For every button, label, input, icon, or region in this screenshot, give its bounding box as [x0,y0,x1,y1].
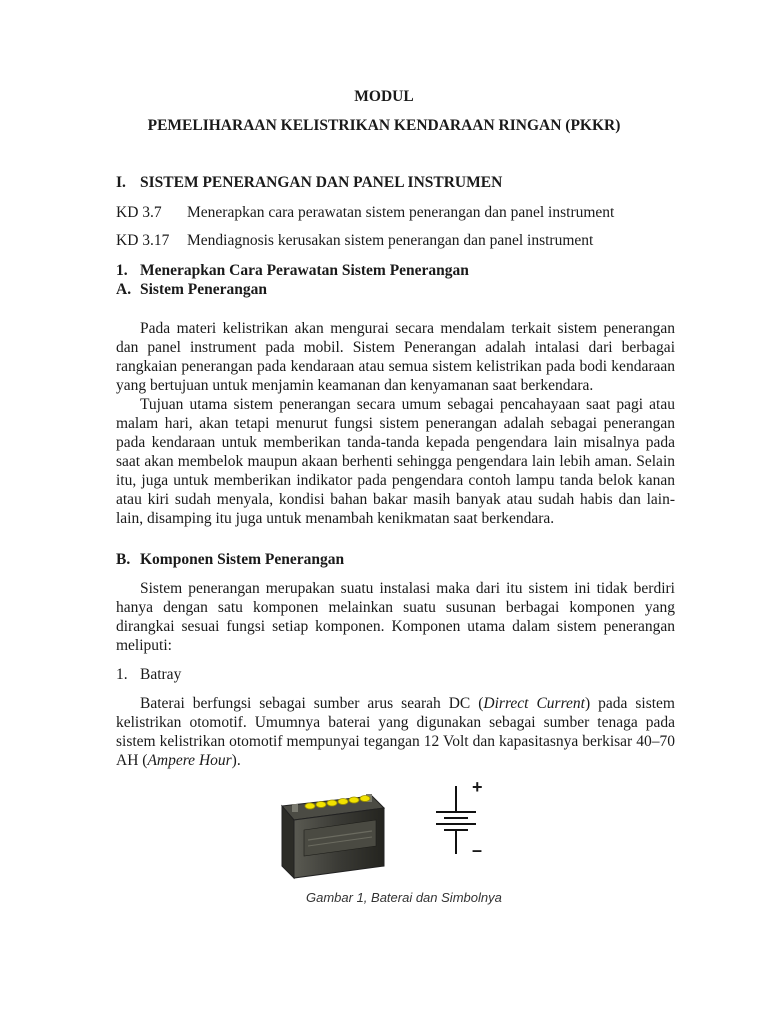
paragraph [116,319,675,395]
paragraph-text: ). [231,752,241,769]
battery-symbol-icon [428,780,498,860]
kd-code: KD 3.17 [116,232,170,249]
paragraph-line: hanya dengan satu komponen melainkan suatu susunan berbagai komponen yang [116,599,675,616]
paragraph-line: saat akan membelok maupun akaan berhenti sehingga pengendara lain lebih aman. Selain [116,453,675,470]
paragraph-line: yang bertujuan untuk menjamin keamanan dan kenyamanan saat berkendara. [116,377,594,394]
paragraph-line: itu, juga untuk memberikan indikator pada pengendara contoh lampu tanda belok kanan [116,472,675,489]
paragraph-line: sistem kelistrikan otomotif mempunyai tegangan 12 Volt dan kapasitasnya berkisar 40–70 [116,733,675,750]
battery-image [272,786,392,884]
kd-text: Menerapkan cara perawatan sistem penerangan dan panel instrument [187,204,615,221]
module-title: PEMELIHARAAN KELISTRIKAN KENDARAAN RINGAN (PKKR) [147,117,621,134]
paragraph-line: Tujuan utama sistem penerangan secara umum sebagai pencahayaan saat pagi atau [140,396,675,413]
paragraph [116,694,675,770]
paragraph-line: meliputi: [116,637,172,654]
list-item-title: Batray [140,666,182,683]
paragraph-line: malam hari, akan tetapi menurut fungsi sistem penerangan adalah sebagai penerangan [116,415,675,432]
subsection-title: Komponen Sistem Penerangan [140,551,345,568]
subsection-title: Menerapkan Cara Perawatan Sistem Penerangan [140,262,469,279]
paragraph-line: rangkaian penerangan pada kendaraan atau semua sistem kelistrikan pada bodi kendaraan [116,358,675,375]
paragraph-text: AH ( [116,752,148,769]
subsection-title: Sistem Penerangan [140,281,268,298]
figure-caption: Gambar 1, Baterai dan Simbolnya [306,890,502,905]
kd-code: KD 3.7 [116,204,162,221]
negative-sign: – [472,840,483,860]
paragraph-line: lain, disamping itu juga untuk menambah kenikmatan saat berkendara. [116,510,555,527]
list-number: 1. [116,666,128,683]
subsection-number: 1. [116,262,128,279]
emphasis-text: Ampere Hour [147,752,232,769]
section-number: I. [116,174,126,191]
paragraph-text: ) pada sistem [584,695,675,712]
paragraph-line: pada kendaraan untuk memberikan tanda-tanda kepada pengendara lain misalnya pada [116,434,675,451]
paragraph-line: Sistem penerangan merupakan suatu instalasi maka dari itu sistem ini tidak berdiri [140,580,675,597]
paragraph-line: Pada materi kelistrikan akan mengurai secara mendalam terkait sistem penerangan [140,320,675,337]
paragraph-line: atau kiri sudah menyala, kondisi bahan bakar masih banyak atau sudah habis dan lain- [116,491,675,508]
paragraph-line: kelistrikan otomotif. Umumnya baterai yang digunakan sebagai sumber tenaga pada [116,714,675,731]
paragraph-line: dan panel instrument pada mobil. Sistem Penerangan adalah intalasi dari berbagai [116,339,675,356]
paragraph-line: dirangkai sesuai fungsi setiap komponen. Komponen utama dalam sistem penerangan [116,618,675,635]
section-title: SISTEM PENERANGAN DAN PANEL INSTRUMEN [140,174,503,191]
kd-text: Mendiagnosis kerusakan sistem penerangan dan panel instrument [187,232,594,249]
paragraph-text: Baterai berfungsi sebagai sumber arus searah DC ( [140,695,484,712]
module-label: MODUL [354,88,414,105]
positive-sign: + [472,777,483,797]
paragraph [116,579,675,655]
emphasis-text: Dirrect Current [483,695,585,712]
subsection-letter: A. [116,281,132,298]
paragraph [116,395,675,528]
subsection-letter: B. [116,551,131,568]
